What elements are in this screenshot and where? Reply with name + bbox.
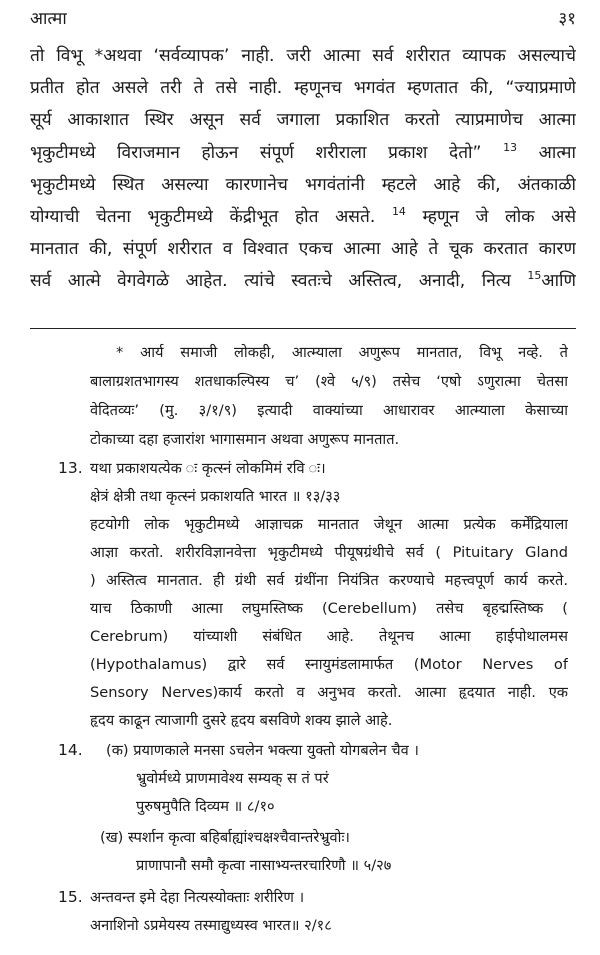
body-line-text: योग्याची चेतना भृकुटीमध्ये केंद्रीभूत होत असते. [30,206,376,227]
verse-line: पुरुषमुपैति दिव्यम ॥ ८/१० [136,798,275,815]
footnote-ref-13: 13 [503,140,518,154]
star-note-line: * आर्य समाजी लोकही, आत्म्याला अणुरूप मानतात, विभू नव्हे. ते [116,344,568,361]
note-text-line: हृदय काढून त्याजागी दुसरे हृदय बसविणे शक्य झाले आहे. [90,712,393,729]
body-line: भृकुटीमध्ये स्थित असल्या कारणानेच भगवंतांनी म्हटले आहे की, अंतकाळी [30,174,576,195]
note-text-line: आज्ञा करतो. शरीरविज्ञानवेत्ता भृकुटीमध्ये पीयूषग्रंथीचे सर्व ( Pituitary Gland [90,544,568,561]
body-line-tail: आणि [541,271,576,292]
note-text-line: ) अस्तित्व मानतात. ही ग्रंथी सर्व ग्रंथींना नियंत्रित करण्याचे महत्त्वपूर्ण कार्य करते. [90,572,568,589]
running-title: आत्मा [30,9,67,29]
body-line-text: सर्व आत्मे वेगवेगळे आहेत. त्यांचे स्वतःचे अस्तित्व, अनादी, नित्य [30,271,511,292]
verse-line: अनाशिनो ऽप्रमेयस्य तस्माद्युध्यस्व भारत॥ २/१८ [90,917,332,934]
verse-line: क्षेत्रं क्षेत्री तथा कृत्स्नं प्रकाशयति भारत ॥ १३/३३ [90,488,341,505]
body-line-text: भृकुटीमध्ये विराजमान होऊन संपूर्ण शरीराला प्रकाश देतो” [30,142,482,163]
note-text-line: Sensory Nerves)कार्य करतो व अनुभव करतो. आत्मा हृदयात नाही. एक [90,684,568,701]
verse-line: भ्रुवोर्मध्ये प्राणमावेश्य सम्यक् स तं परं [136,770,329,787]
page-number: ३१ [558,9,576,29]
body-line: सूर्य आकाशात स्थिर असून सर्व जगाला प्रकाशित करतो त्याप्रमाणेच आत्मा [30,110,576,131]
verse-line: (क) प्रयाणकाले मनसा ऽचलेन भक्त्या युक्तो योगबलेन चैव । [106,742,419,759]
body-line-tail: आत्मा [538,142,576,163]
body-line: प्रतीत होत असले तरी ते तसे नाही. म्हणूनच भगवंत म्हणतात की, “ज्याप्रमाणे [30,78,576,99]
note-text-line: हटयोगी लोक भृकुटीमध्ये आज्ञाचक्र मानतात जेथून आत्मा प्रत्येक कर्मेंद्रियाला [90,516,568,533]
note-text-line: (Hypothalamus) द्वारे सर्व स्नायुमंडलामार्फत (Motor Nerves of [90,656,568,673]
body-line [30,201,576,233]
body-line [30,265,576,297]
note-text-line: Cerebrum) यांच्याशी संबंधित आहे. तेथूनच आत्मा हाईपोथालमस [90,628,568,645]
star-note-line: बालाग्रशतभागस्य शतधाकल्पिस्य च’ (श्वे ५/९) तसेच ‘एषो ऽणुरात्मा चेतसा [90,373,568,390]
main-paragraph [30,40,576,298]
body-line [30,137,576,169]
note-text-line: याच ठिकाणी आत्मा लघुमस्तिष्क (Cerebellum) तसेच बृहद्मस्तिष्क ( [90,600,568,617]
body-line: तो विभू *अथवा ‘सर्वव्यापक’ नाही. जरी आत्मा सर्व शरीरात व्यापक असल्याचे [30,46,576,66]
footnote-number-13: 13. [58,459,83,477]
verse-line: (ख) स्पर्शान कृत्वा बहिर्बाह्यांश्चक्षश्चैवान्तरेभ्रुवोः। [100,829,350,846]
body-line-tail: म्हणून जे लोक असे [422,206,576,227]
footnote-ref-14: 14 [391,205,406,219]
footnote-ref-15: 15 [527,269,542,283]
footnote-number-14: 14. [58,741,83,759]
body-line: मानतात की, संपूर्ण शरीरात व विश्वात एकच आत्मा आहे ते चूक करतात कारण [30,239,576,260]
verse-line: प्राणापानौ समौ कृत्वा नासाभ्यन्तरचारिणौ ॥ ५/२७ [136,857,392,874]
verse-line: अन्तवन्त इमे देहा नित्यस्योक्ताः शरीरिण । [90,889,305,906]
footnote-number-15: 15. [58,888,83,906]
footnote-divider [30,328,576,329]
verse-line: यथा प्रकाशयत्येक ः कृत्स्नं लोकमिमं रवि ः। [90,460,326,477]
page-header [30,6,576,30]
star-note-line: टोकाच्या दहा हजारांश भागासमान अथवा अणुरूप मानतात. [90,431,400,448]
star-note-line: वेदितव्यः’ (मु. ३/१/९) इत्यादी वाक्यांच्या आधारावर आत्म्याला केसाच्या [90,402,568,419]
